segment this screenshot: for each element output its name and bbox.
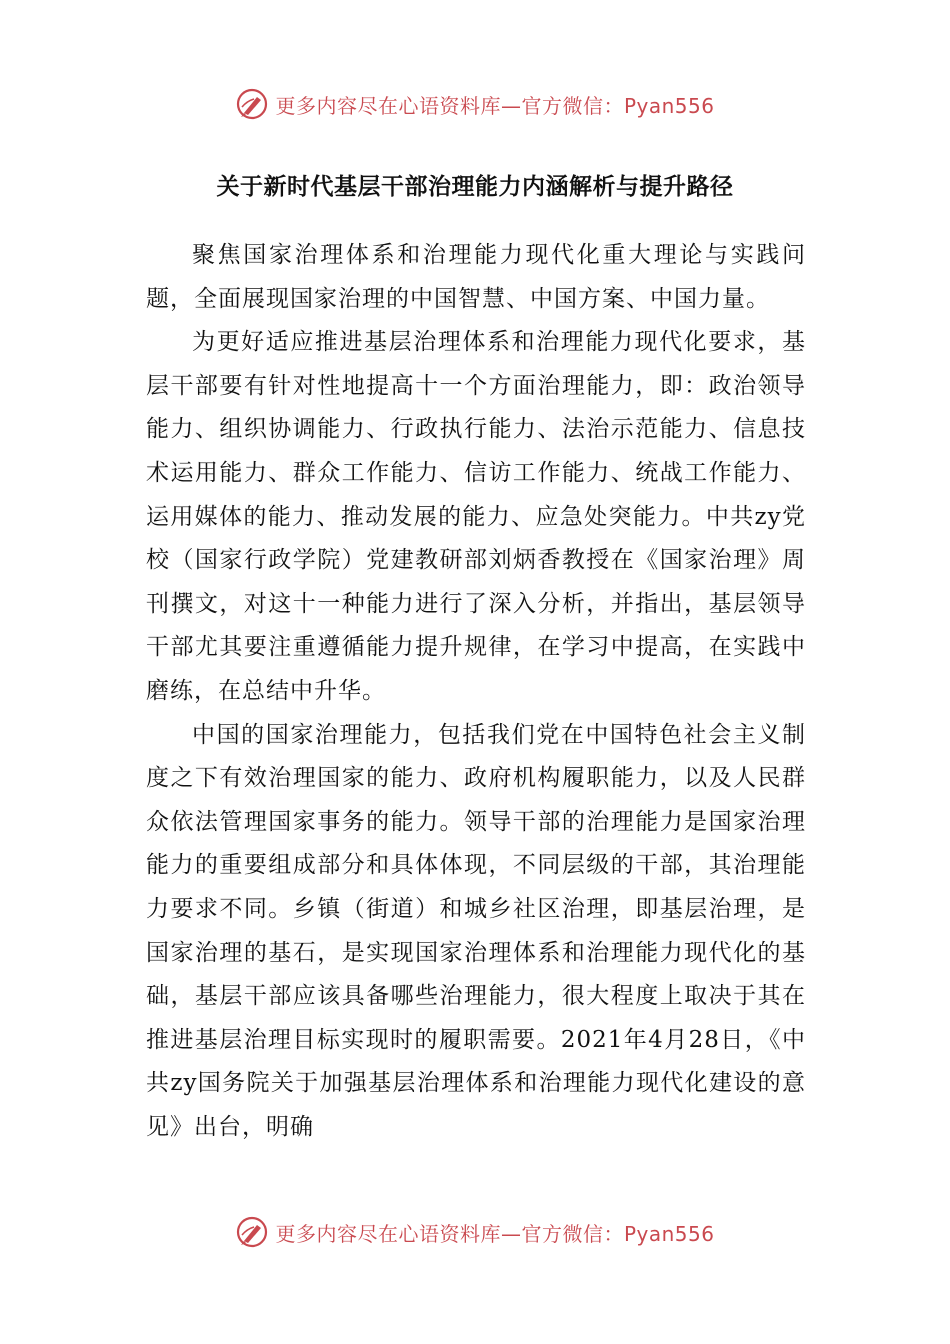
paragraph: 聚焦国家治理体系和治理能力现代化重大理论与实践问题，全面展现国家治理的中国智慧、中国方案、中国力量。 xyxy=(146,242,806,312)
pen-nib-logo-icon xyxy=(235,1215,269,1249)
document-title: 关于新时代基层干部治理能力内涵解析与提升路径 xyxy=(216,173,734,200)
paragraph: 中国的国家治理能力，包括我们党在中国特色社会主义制度之下有效治理国家的能力、政府机构履职能力，以及人民群众依法管理国家事务的能力。领导干部的治理能力是国家治理能力的重要组成部分和具体体现，不同层级的干部，其治理能力要求不同。乡镇（街道）和城乡社区治理，即基层治理，是国家治理的基石，是实现国家治理体系和治理能力现代化的基础，基层干部应该具备哪些治理能力，很大程度上取决于其在推进基层治理目标实现时的履职需要。2021年4月28日，《中共zy国务院关于加强基层治理体系和治理能力现代化建设的意见》出台，明确 xyxy=(146,721,806,1140)
footer-watermark-banner xyxy=(0,1212,950,1252)
document-body xyxy=(146,234,806,1149)
header-watermark-banner xyxy=(0,84,950,124)
paragraph: 为更好适应推进基层治理体系和治理能力现代化要求，基层干部要有针对性地提高十一个方面治理能力，即：政治领导能力、组织协调能力、行政执行能力、法治示范能力、信息技术运用能力、群众工作能力、信访工作能力、统战工作能力、运用媒体的能力、推动发展的能力、应急处突能力。中共zy党校（国家行政学院）党建教研部刘炳香教授在《国家治理》周刊撰文，对这十一种能力进行了深入分析，并指出，基层领导干部尤其要注重遵循能力提升规律，在学习中提高，在实践中磨练，在总结中升华。 xyxy=(146,329,806,704)
pen-nib-logo-icon xyxy=(235,87,269,121)
watermark-text: 更多内容尽在心语资料库—官方微信：Pyan556 xyxy=(275,1221,715,1246)
watermark-text: 更多内容尽在心语资料库—官方微信：Pyan556 xyxy=(275,93,715,118)
